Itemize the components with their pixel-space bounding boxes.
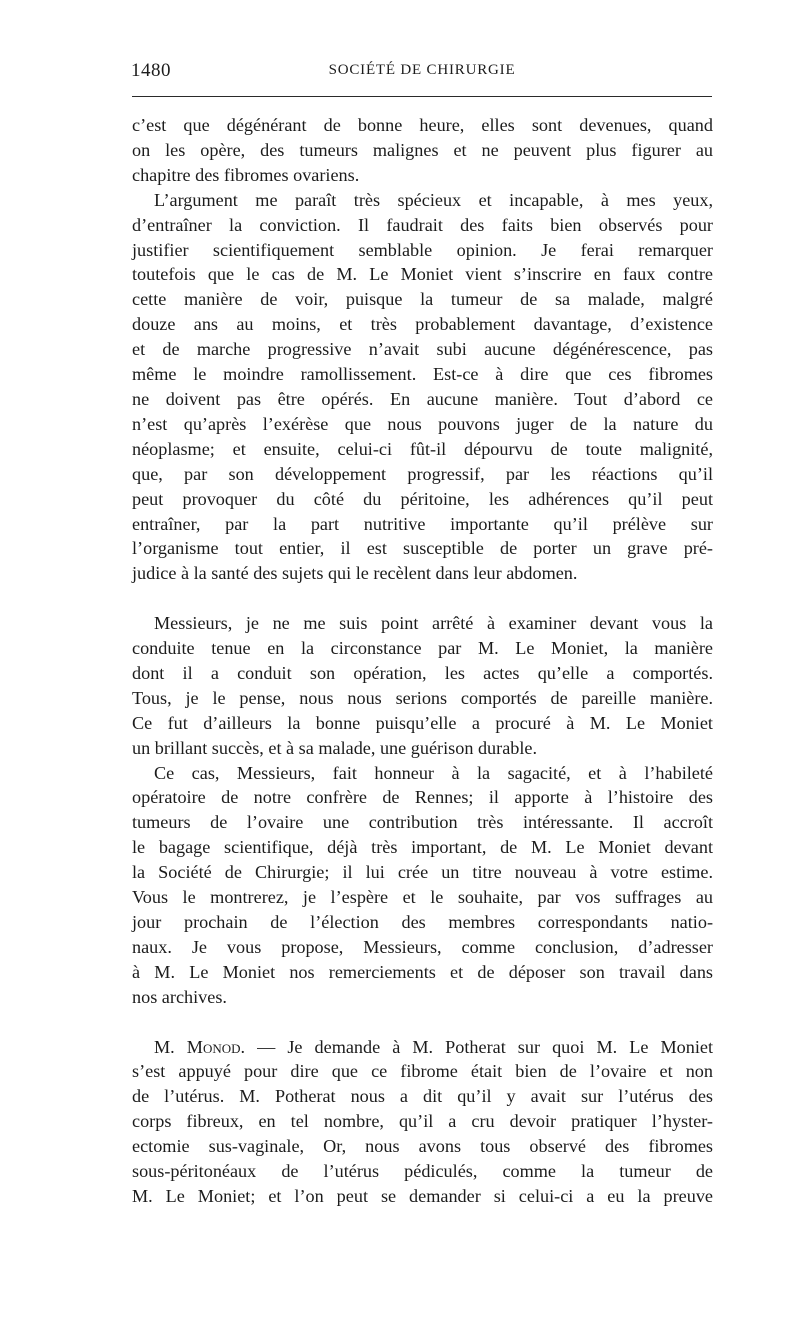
text-line: néoplasme; et ensuite, celui-ci fût-il dépourvu de toute malignité, — [132, 438, 713, 459]
paragraph-gap — [132, 586, 713, 611]
page-header — [131, 58, 713, 88]
text-line: M. Le Moniet; et l’on peut se demander si celui-ci a eu la preuve — [132, 1185, 713, 1206]
speaker-text: — Je demande à M. Potherat sur quoi M. Le Moniet — [257, 1036, 714, 1057]
speaker-name: M. Monod. — [154, 1036, 246, 1057]
text-line: naux. Je vous propose, Messieurs, comme conclusion, d’adresser — [132, 936, 713, 957]
text-line: l’organisme tout entier, il est susceptible de porter un grave pré- — [132, 538, 713, 559]
text-line: de l’utérus. M. Potherat nous a dit qu’il y avait sur l’utérus des — [132, 1086, 713, 1107]
text-line: sous-péritonéaux de l’utérus pédiculés, comme la tumeur de — [132, 1161, 713, 1182]
text-line: peut provoquer du côté du péritoine, les adhérences qu’il peut — [132, 488, 713, 509]
header-rule — [132, 96, 712, 97]
text-line: conduite tenue en la circonstance par M. Le Moniet, la manière — [132, 638, 713, 659]
text-line: on les opère, des tumeurs malignes et ne peuvent plus figurer au — [132, 139, 713, 160]
paragraph-gap — [132, 1010, 713, 1035]
text-line: la Société de Chirurgie; il lui crée un titre nouveau à votre estime. — [132, 862, 713, 883]
text-line: cette manière de voir, puisque la tumeur de sa malade, malgré — [132, 289, 713, 310]
page-number: 1480 — [131, 60, 171, 81]
text-line: judice à la santé des sujets qui le recèlent dans leur abdomen. — [132, 563, 578, 584]
text-line: Messieurs, je ne me suis point arrêté à examiner devant vous la — [154, 613, 713, 634]
text-line: Ce cas, Messieurs, fait honneur à la sagacité, et à l’habileté — [154, 762, 713, 783]
text-line: dont il a conduit son opération, les actes qu’elle a comportés. — [132, 662, 713, 683]
body-text — [132, 113, 713, 1209]
text-line: corps fibreux, en tel nombre, qu’il a cru devoir pratiquer l’hyster- — [132, 1111, 713, 1132]
text-line: tumeurs de l’ovaire une contribution très intéressante. Il accroît — [132, 812, 713, 833]
running-title: SOCIÉTÉ DE CHIRURGIE — [328, 62, 516, 78]
text-line: ectomie sus-vaginale, Or, nous avons tous observé des fibromes — [132, 1136, 713, 1157]
text-line: et de marche progressive n’avait subi aucune dégénérescence, pas — [132, 339, 713, 360]
text-line — [132, 1035, 713, 1060]
text-line: Ce fut d’ailleurs la bonne puisqu’elle a procuré à M. Le Moniet — [132, 712, 713, 733]
text-line: opératoire de notre confrère de Rennes; il apporte à l’histoire des — [132, 787, 713, 808]
text-line: à M. Le Moniet nos remerciements et de déposer son travail dans — [132, 961, 713, 982]
text-line: même le moindre ramollissement. Est-ce à dire que ces fibromes — [132, 364, 713, 385]
text-line: chapitre des fibromes ovariens. — [132, 164, 360, 185]
text-line: s’est appuyé pour dire que ce fibrome était bien de l’ovaire et non — [132, 1061, 713, 1082]
text-line: nos archives. — [132, 986, 227, 1007]
text-line: un brillant succès, et à sa malade, une guérison durable. — [132, 737, 538, 758]
text-line: n’est qu’après l’exérèse que nous pouvons juger de la nature du — [132, 413, 713, 434]
text-line: toutefois que le cas de M. Le Moniet vient s’inscrire en faux contre — [132, 264, 713, 285]
text-line: Tous, je le pense, nous nous serions comportés de pareille manière. — [132, 687, 713, 708]
text-line: entraîner, par la part nutritive importante qu’il prélève sur — [132, 513, 713, 534]
text-line: d’entraîner la conviction. Il faudrait des faits bien observés pour — [132, 214, 713, 235]
text-line: L’argument me paraît très spécieux et incapable, à mes yeux, — [154, 189, 713, 210]
text-line: c’est que dégénérant de bonne heure, elles sont devenues, quand — [132, 115, 713, 135]
text-line: le bagage scientifique, déjà très important, de M. Le Moniet devant — [132, 837, 713, 858]
text-line: justifier scientifiquement semblable opinion. Je ferai remarquer — [132, 239, 713, 260]
text-line: douze ans au moins, et très probablement davantage, d’existence — [132, 314, 713, 335]
text-line: jour prochain de l’élection des membres correspondants natio- — [132, 911, 713, 932]
text-line: Vous le montrerez, je l’espère et le souhaite, par vos suffrages au — [132, 887, 713, 908]
text-line: ne doivent pas être opérés. En aucune manière. Tout d’abord ce — [132, 388, 713, 409]
text-line: que, par son développement progressif, par les réactions qu’il — [132, 463, 713, 484]
